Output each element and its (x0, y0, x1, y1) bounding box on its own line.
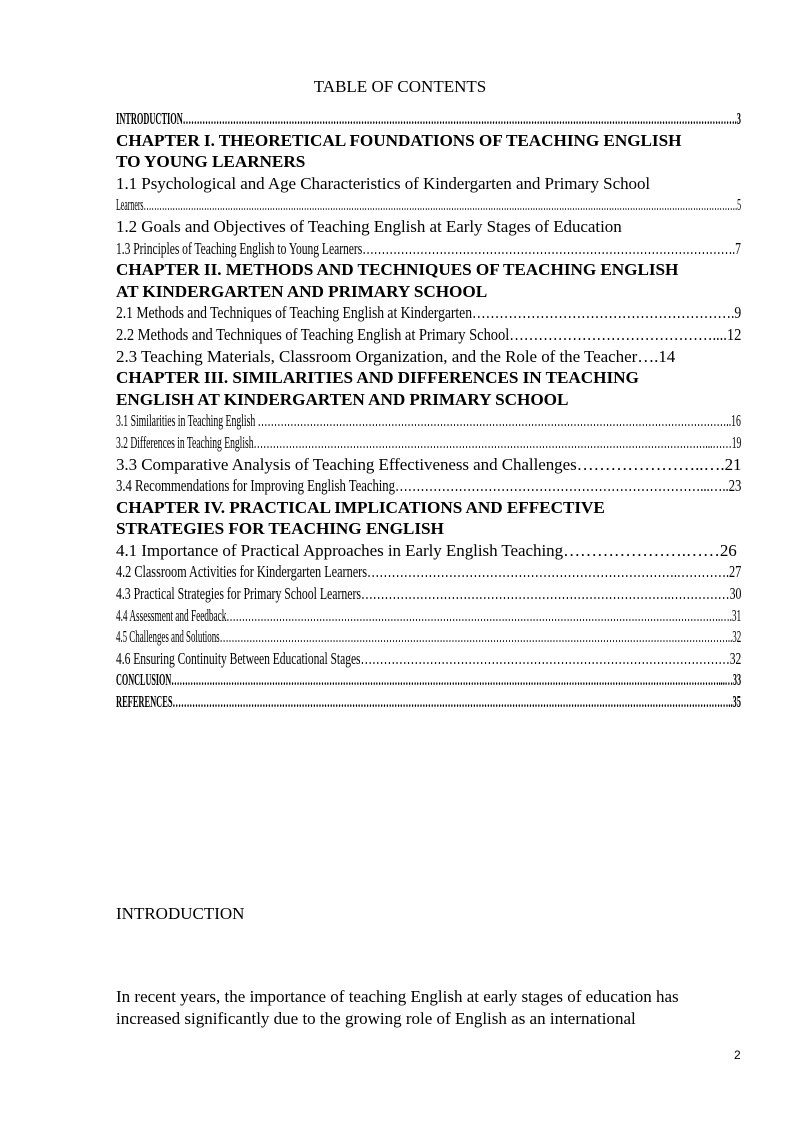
toc-entry-line: 2.2 Methods and Techniques of Teaching English at Primary School……………………………………....12 (116, 324, 742, 344)
toc-entry-line: 4.5 Challenges and Solutions………………………………………………………………………………………………………………………………………………………..32 (116, 627, 742, 647)
toc-entry-line: 1.3 Principles of Teaching English to Young Learners…………………………………………………………………………………….7 (116, 238, 741, 258)
introduction-heading: INTRODUCTION (116, 904, 245, 923)
toc-entry-line: 3.2 Differences in Teaching English……………………………………………………………………………………………………………………………...……19 (116, 432, 742, 452)
toc-entry-line: 4.6 Ensuring Continuity Between Educational Stages……………………………………………………………………………………32 (116, 648, 742, 668)
toc-title: TABLE OF CONTENTS (313, 77, 487, 96)
toc-entry-line: 1.2 Goals and Objectives of Teaching English at Early Stages of Education (116, 216, 622, 236)
page-number: 2 (734, 1048, 741, 1062)
toc-entry-line: 4.2 Classroom Activities for Kindergarten Learners………………………………………………………………….………….27 (116, 562, 742, 582)
toc-entry-line: 2.3 Teaching Materials, Classroom Organization, and the Role of the Teacher….14 (116, 346, 676, 366)
toc-heading-line: CONCLUSION…………………………………………………………………………………………………………………………………………………………………………………...…33 (116, 670, 742, 690)
toc-entry-line: 4.4 Assessment and Feedback…………………………………………………………………………………………………………………………………………….….31 (116, 605, 742, 625)
toc-heading-line: STRATEGIES FOR TEACHING ENGLISH (116, 519, 444, 539)
toc-entry-line: Learners……………………………………………………………………………………………………………………………………………………………………………………………………….5 (116, 195, 742, 215)
toc-heading-line: INTRODUCTION……………………………………………………………………………………………………………………………………………………………………………….3 (116, 109, 741, 128)
toc-entry-line: 4.3 Practical Strategies for Primary School Learners…………………………………………………………………….……………30 (116, 584, 742, 604)
toc-entry-line: 4.1 Importance of Practical Approaches in Early English Teaching………………….……26 (116, 540, 737, 560)
toc-heading-line: CHAPTER I. THEORETICAL FOUNDATIONS OF TEACHING ENGLISH (116, 130, 682, 150)
toc-entry-line: 3.1 Similarities in Teaching English ………………………………………………………………………………………………………………………………..16 (116, 411, 741, 431)
toc-heading-line: ENGLISH AT KINDERGARTEN AND PRIMARY SCHOOL (116, 389, 569, 409)
toc-heading-line: CHAPTER II. METHODS AND TECHNIQUES OF TEACHING ENGLISH (116, 260, 679, 280)
toc-heading-line: CHAPTER III. SIMILARITIES AND DIFFERENCES IN TEACHING (116, 368, 639, 388)
toc-entry-line: 2.1 Methods and Techniques of Teaching English at Kindergarten………………………………………………….9 (116, 303, 742, 323)
toc-entry-line: 3.3 Comparative Analysis of Teaching Effectiveness and Challenges…………………..….21 (116, 454, 742, 474)
toc-heading-line: AT KINDERGARTEN AND PRIMARY SCHOOL (116, 281, 488, 301)
table-of-contents (116, 108, 741, 713)
toc-entry-line: 1.1 Psychological and Age Characteristics of Kindergarten and Primary School (116, 173, 651, 193)
toc-entry-line: 3.4 Recommendations for Improving English Teaching………………………………………………………………...…..23 (116, 476, 742, 496)
toc-heading-line: CHAPTER IV. PRACTICAL IMPLICATIONS AND EFFECTIVE (116, 497, 605, 517)
toc-heading-line: REFERENCES………………………………………………………………………………………………………………………………………………………………………………..35 (116, 692, 741, 712)
toc-heading-line: TO YOUNG LEARNERS (116, 152, 306, 172)
introduction-paragraph: In recent years, the importance of teaching English at early stages of education has increased significantly due to the growing role of English as an international (116, 987, 679, 1028)
